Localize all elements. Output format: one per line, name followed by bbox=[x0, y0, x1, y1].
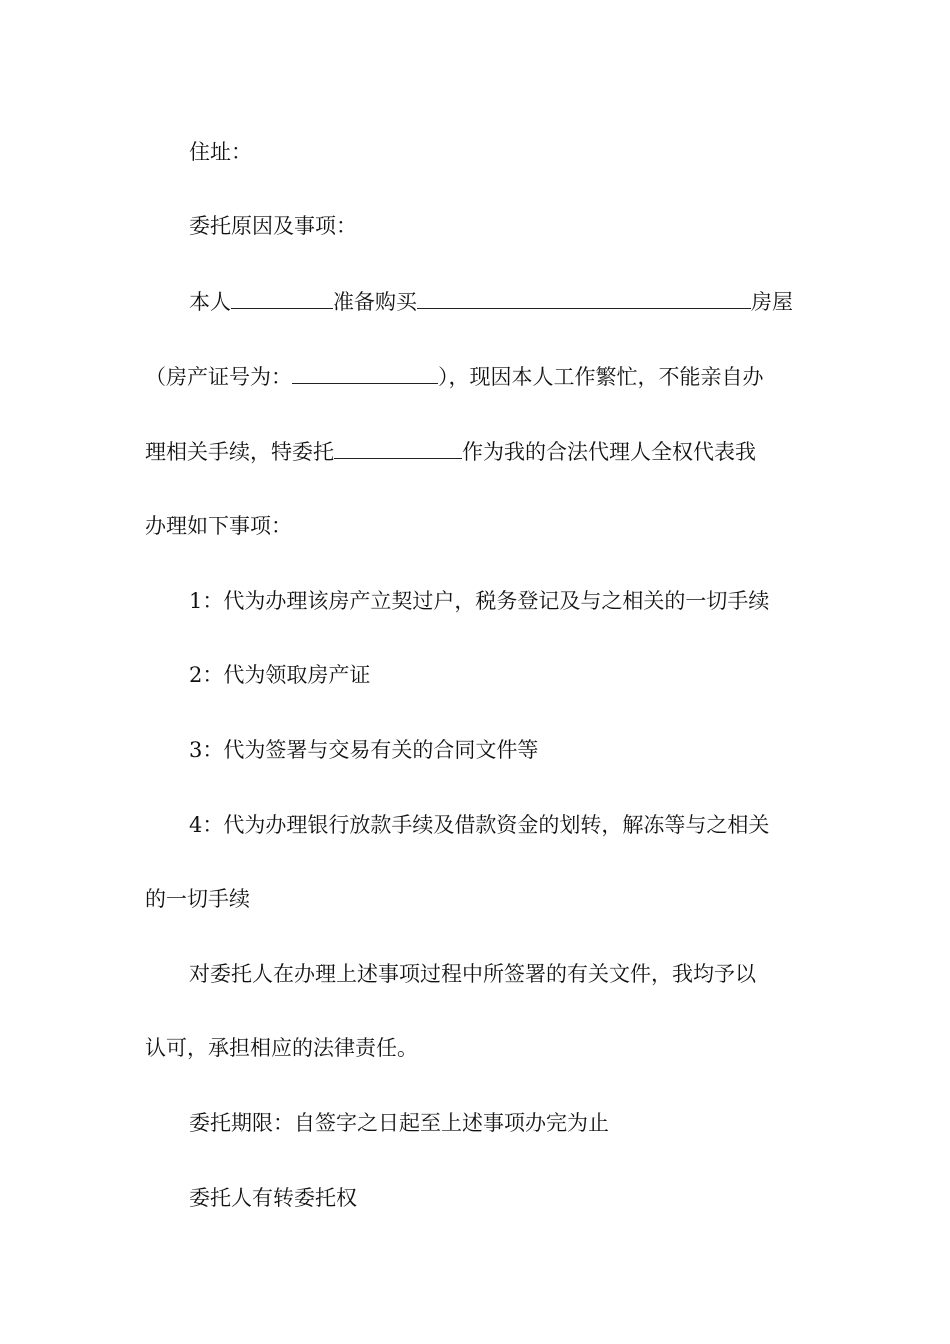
para1-line4: 办理如下事项： bbox=[145, 514, 292, 538]
certificate-number-blank bbox=[292, 361, 438, 384]
para1-line3-a: 理相关手续，特委托 bbox=[145, 440, 334, 464]
address-label: 住址： bbox=[189, 140, 252, 164]
para1-line2-a: （房产证号为： bbox=[145, 365, 292, 389]
para1-line3-b: 作为我的合法代理人全权代表我 bbox=[462, 440, 756, 464]
item-4: 4：代为办理银行放款手续及借款资金的划转，解冻等与之相关 bbox=[189, 813, 770, 837]
reason-heading: 委托原因及事项： bbox=[189, 214, 357, 238]
item-4-continued: 的一切手续 bbox=[145, 887, 250, 911]
buyer-name-blank bbox=[231, 286, 333, 309]
item-1: 1：代为办理该房产立契过户，税务登记及与之相关的一切手续 bbox=[189, 589, 770, 613]
para1-line1-b: 准备购买 bbox=[333, 290, 417, 314]
term-line: 委托期限：自签字之日起至上述事项办完为止 bbox=[189, 1111, 609, 1135]
para1-line2-b: ），现因本人工作繁忙，不能亲自办 bbox=[438, 365, 764, 389]
para2-line2: 认可，承担相应的法律责任。 bbox=[145, 1036, 418, 1060]
para1-line2 bbox=[145, 361, 810, 392]
para1-line1 bbox=[189, 286, 810, 317]
subdelegation-line: 委托人有转委托权 bbox=[189, 1186, 357, 1210]
para1-line1-a: 本人 bbox=[189, 290, 231, 314]
agent-name-blank bbox=[334, 436, 462, 459]
para2-line1: 对委托人在办理上述事项过程中所签署的有关文件，我均予以 bbox=[189, 962, 756, 986]
property-address-blank bbox=[417, 286, 751, 309]
item-3: 3：代为签署与交易有关的合同文件等 bbox=[189, 738, 539, 762]
para1-line1-c: 房屋 bbox=[751, 290, 793, 314]
item-2: 2：代为领取房产证 bbox=[189, 663, 371, 687]
para1-line3 bbox=[145, 436, 810, 467]
